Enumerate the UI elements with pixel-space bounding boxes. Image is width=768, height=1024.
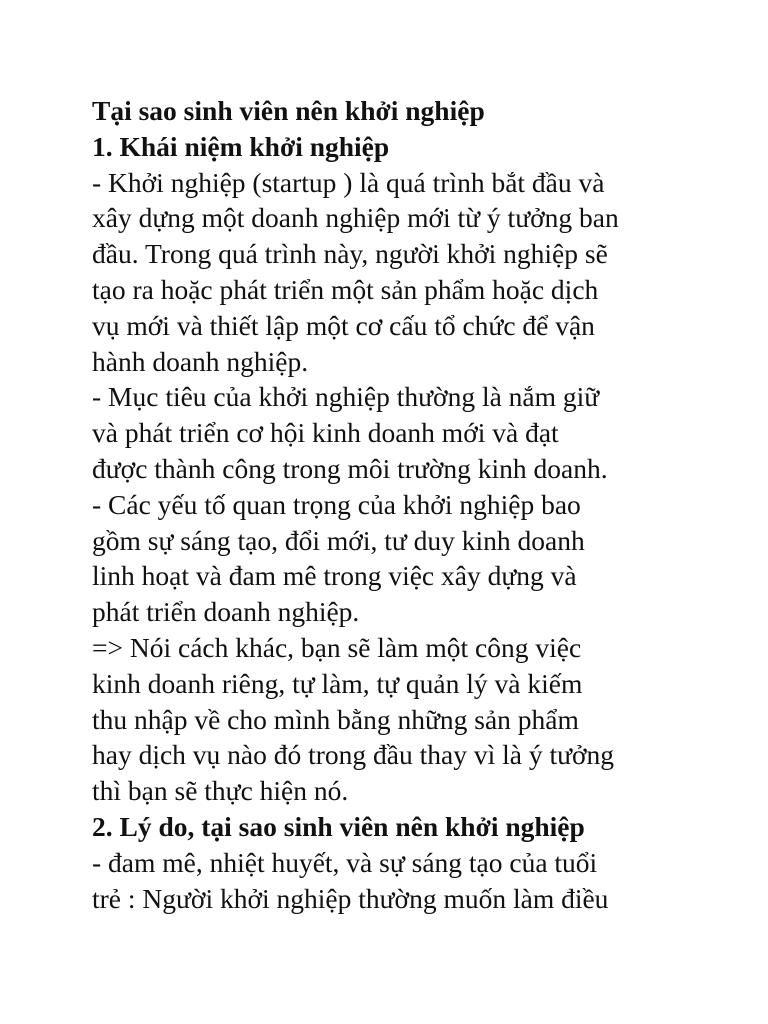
body-text-line: hành doanh nghiệp. xyxy=(92,345,309,377)
body-text-line: phát triển doanh nghiệp. xyxy=(92,596,360,628)
body-text-line: - Các yếu tố quan trọng của khởi nghiệp bao xyxy=(92,488,581,520)
document-title: Tại sao sinh viên nên khởi nghiệp xyxy=(92,95,485,126)
body-text-line: linh hoạt và đam mê trong việc xây dựng và xyxy=(92,560,577,592)
document-body xyxy=(92,129,692,917)
body-text-line: đầu. Trong quá trình này, người khởi nghiệp sẽ xyxy=(92,238,608,270)
document-page xyxy=(92,93,692,916)
body-text-line: vụ mới và thiết lập một cơ cấu tổ chức để vận xyxy=(92,309,595,341)
body-text-line: được thành công trong môi trường kinh doanh. xyxy=(92,452,608,484)
section-heading: 2. Lý do, tại sao sinh viên nên khởi nghiệp xyxy=(92,810,585,842)
section-heading: 1. Khái niệm khởi nghiệp xyxy=(92,130,390,162)
body-text-line: - Mục tiêu của khởi nghiệp thường là nắm giữ xyxy=(92,381,600,413)
body-text-line: - đam mê, nhiệt huyết, và sự sáng tạo của tuổi xyxy=(92,846,598,878)
body-text-line: hay dịch vụ nào đó trong đầu thay vì là ý tưởng xyxy=(92,739,615,771)
body-text-line: gồm sự sáng tạo, đổi mới, tư duy kinh doanh xyxy=(92,524,585,556)
body-text-line: xây dựng một doanh nghiệp mới từ ý tưởng ban xyxy=(92,202,619,234)
body-text-line: thu nhập về cho mình bằng những sản phẩm xyxy=(92,703,579,735)
body-text-line: => Nói cách khác, bạn sẽ làm một công việc xyxy=(92,631,582,663)
body-text-line: - Khởi nghiệp (startup ) là quá trình bắt đầu và xyxy=(92,166,605,198)
body-text-line: và phát triển cơ hội kinh doanh mới và đạt xyxy=(92,417,559,449)
body-text-line: tạo ra hoặc phát triển một sản phẩm hoặc dịch xyxy=(92,273,599,305)
body-text-line: kinh doanh riêng, tự làm, tự quản lý và kiếm xyxy=(92,667,583,699)
body-text-line: trẻ : Người khởi nghiệp thường muốn làm điều xyxy=(92,882,609,914)
body-text-line: thì bạn sẽ thực hiện nó. xyxy=(92,775,349,807)
